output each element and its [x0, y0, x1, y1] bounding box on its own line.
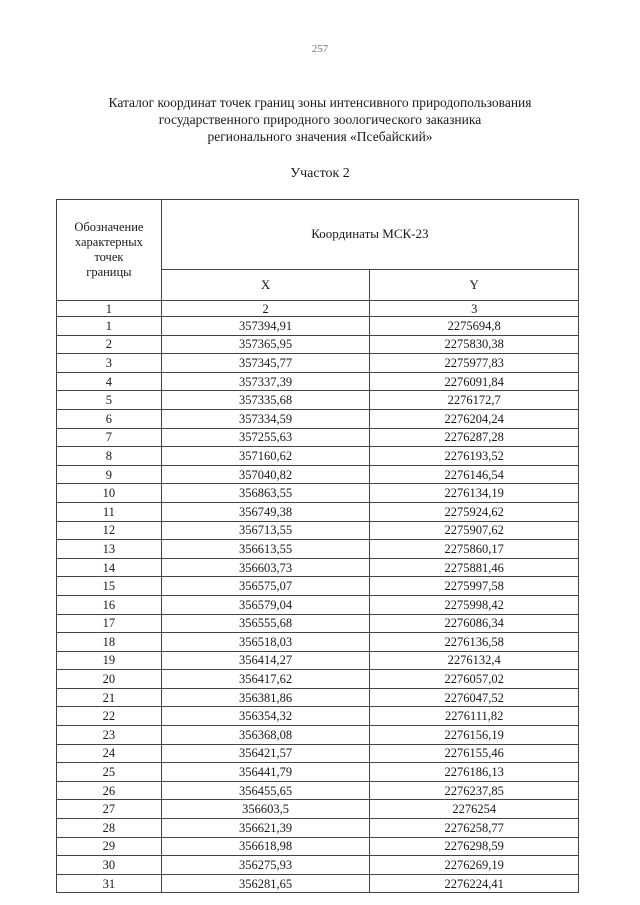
point-number-cell: 14 — [57, 558, 162, 577]
y-coordinate-cell: 2276254 — [370, 800, 579, 819]
point-number-cell: 3 — [57, 354, 162, 373]
title-line: Каталог координат точек границ зоны интенсивного природопользования — [108, 95, 532, 110]
point-number-cell: 9 — [57, 465, 162, 484]
point-number-cell: 16 — [57, 595, 162, 614]
y-coordinate-cell: 2276132,4 — [370, 651, 579, 670]
title-line: регионального значения «Псебайский» — [207, 129, 433, 144]
table-row — [57, 688, 579, 707]
table-row — [57, 558, 579, 577]
table-row — [57, 409, 579, 428]
table-body — [57, 301, 579, 893]
point-number-cell: 31 — [57, 874, 162, 893]
y-coordinate-cell: 2275907,62 — [370, 521, 579, 540]
x-coordinate-cell: 356555,68 — [161, 614, 370, 633]
y-coordinate-cell: 2276224,41 — [370, 874, 579, 893]
x-coordinate-cell: 356441,79 — [161, 763, 370, 782]
point-number-cell: 4 — [57, 372, 162, 391]
header-label-line: границы — [86, 265, 132, 279]
table-row — [57, 428, 579, 447]
y-coordinate-cell: 2276086,34 — [370, 614, 579, 633]
y-coordinate-cell: 2275997,58 — [370, 577, 579, 596]
x-coordinate-cell: 357365,95 — [161, 335, 370, 354]
header-coordinates-group: Координаты МСК-23 — [161, 200, 578, 270]
x-coordinate-cell: 357255,63 — [161, 428, 370, 447]
y-coordinate-cell: 2276298,59 — [370, 837, 579, 856]
table-row — [57, 707, 579, 726]
point-number-cell: 26 — [57, 781, 162, 800]
table-row — [57, 521, 579, 540]
point-number-cell: 28 — [57, 819, 162, 838]
point-number-cell: 19 — [57, 651, 162, 670]
y-coordinate-cell: 2275924,62 — [370, 502, 579, 521]
table-row — [57, 465, 579, 484]
x-coordinate-cell: 357345,77 — [161, 354, 370, 373]
point-number-cell: 20 — [57, 670, 162, 689]
table-row — [57, 726, 579, 745]
table-row — [57, 763, 579, 782]
point-number-cell: 12 — [57, 521, 162, 540]
y-coordinate-cell: 2275860,17 — [370, 540, 579, 559]
table-row — [57, 335, 579, 354]
table-row — [57, 874, 579, 893]
point-number-cell: 8 — [57, 447, 162, 466]
point-number-cell: 13 — [57, 540, 162, 559]
y-coordinate-cell: 2275998,42 — [370, 595, 579, 614]
x-coordinate-cell: 356414,27 — [161, 651, 370, 670]
point-number-cell: 27 — [57, 800, 162, 819]
table-row — [57, 651, 579, 670]
table-row — [57, 744, 579, 763]
y-coordinate-cell: 2276258,77 — [370, 819, 579, 838]
y-coordinate-cell: 2276057,02 — [370, 670, 579, 689]
table-row — [57, 540, 579, 559]
section-subtitle: Участок 2 — [290, 166, 350, 181]
x-coordinate-cell: 356579,04 — [161, 595, 370, 614]
y-coordinate-cell: 2276111,82 — [370, 707, 579, 726]
point-number-cell: 6 — [57, 409, 162, 428]
y-coordinate-cell: 2275694,8 — [370, 317, 579, 336]
x-coordinate-cell: 356518,03 — [161, 633, 370, 652]
x-coordinate-cell: 356368,08 — [161, 726, 370, 745]
header-label-line: Обозначение — [74, 220, 144, 234]
header-label-line: характерных — [74, 235, 143, 249]
point-number-cell: 1 — [57, 317, 162, 336]
x-coordinate-cell: 357160,62 — [161, 447, 370, 466]
title-line: государственного природного зоологического заказника — [158, 112, 482, 127]
x-coordinate-cell: 356613,55 — [161, 540, 370, 559]
y-coordinate-cell: 2276136,58 — [370, 633, 579, 652]
x-coordinate-cell: 356275,93 — [161, 856, 370, 875]
table-row — [57, 447, 579, 466]
y-coordinate-cell: 2276134,19 — [370, 484, 579, 503]
point-number-cell: 30 — [57, 856, 162, 875]
table-row — [57, 670, 579, 689]
x-coordinate-cell: 356354,32 — [161, 707, 370, 726]
point-number-cell: 17 — [57, 614, 162, 633]
index-cell: 3 — [370, 301, 579, 317]
point-number-cell: 11 — [57, 502, 162, 521]
table-row — [57, 502, 579, 521]
x-coordinate-cell: 356749,38 — [161, 502, 370, 521]
x-coordinate-cell: 357394,91 — [161, 317, 370, 336]
table-row — [57, 317, 579, 336]
y-coordinate-cell: 2275881,46 — [370, 558, 579, 577]
x-coordinate-cell: 356421,57 — [161, 744, 370, 763]
table-row — [57, 354, 579, 373]
y-coordinate-cell: 2276091,84 — [370, 372, 579, 391]
table-row — [57, 484, 579, 503]
x-coordinate-cell: 356455,65 — [161, 781, 370, 800]
x-coordinate-cell: 357337,39 — [161, 372, 370, 391]
x-coordinate-cell: 356621,39 — [161, 819, 370, 838]
x-coordinate-cell: 356603,73 — [161, 558, 370, 577]
table-row — [57, 633, 579, 652]
y-coordinate-cell: 2276186,13 — [370, 763, 579, 782]
y-coordinate-cell: 2276237,85 — [370, 781, 579, 800]
x-coordinate-cell: 356381,86 — [161, 688, 370, 707]
y-coordinate-cell: 2275977,83 — [370, 354, 579, 373]
table-row — [57, 837, 579, 856]
header-y: Y — [370, 269, 579, 300]
x-coordinate-cell: 356417,62 — [161, 670, 370, 689]
point-number-cell: 25 — [57, 763, 162, 782]
y-coordinate-cell: 2276047,52 — [370, 688, 579, 707]
point-number-cell: 18 — [57, 633, 162, 652]
y-coordinate-cell: 2276287,28 — [370, 428, 579, 447]
y-coordinate-cell: 2276193,52 — [370, 447, 579, 466]
table-row — [57, 372, 579, 391]
point-number-cell: 15 — [57, 577, 162, 596]
table-row — [57, 614, 579, 633]
table-row — [57, 391, 579, 410]
x-coordinate-cell: 356281,65 — [161, 874, 370, 893]
x-coordinate-cell: 356618,98 — [161, 837, 370, 856]
index-cell: 1 — [57, 301, 162, 317]
y-coordinate-cell: 2276269,19 — [370, 856, 579, 875]
table-row — [57, 577, 579, 596]
x-coordinate-cell: 356603,5 — [161, 800, 370, 819]
column-index-row — [57, 301, 579, 317]
y-coordinate-cell: 2276155,46 — [370, 744, 579, 763]
point-number-cell: 22 — [57, 707, 162, 726]
point-number-cell: 7 — [57, 428, 162, 447]
point-number-cell: 10 — [57, 484, 162, 503]
x-coordinate-cell: 357040,82 — [161, 465, 370, 484]
y-coordinate-cell: 2276172,7 — [370, 391, 579, 410]
coordinates-table — [56, 199, 579, 893]
table-row — [57, 781, 579, 800]
point-number-cell: 5 — [57, 391, 162, 410]
page-number: 257 — [311, 43, 329, 55]
point-number-cell: 29 — [57, 837, 162, 856]
header-x: X — [161, 269, 370, 300]
point-number-cell: 23 — [57, 726, 162, 745]
header-point-label — [57, 200, 162, 301]
point-number-cell: 24 — [57, 744, 162, 763]
table-row — [57, 800, 579, 819]
point-number-cell: 21 — [57, 688, 162, 707]
x-coordinate-cell: 356575,07 — [161, 577, 370, 596]
y-coordinate-cell: 2275830,38 — [370, 335, 579, 354]
x-coordinate-cell: 357335,68 — [161, 391, 370, 410]
table-row — [57, 856, 579, 875]
x-coordinate-cell: 357334,59 — [161, 409, 370, 428]
index-cell: 2 — [161, 301, 370, 317]
header-label-line: точек — [94, 250, 124, 264]
y-coordinate-cell: 2276146,54 — [370, 465, 579, 484]
table-row — [57, 595, 579, 614]
point-number-cell: 2 — [57, 335, 162, 354]
document-title — [40, 94, 600, 145]
x-coordinate-cell: 356713,55 — [161, 521, 370, 540]
y-coordinate-cell: 2276204,24 — [370, 409, 579, 428]
x-coordinate-cell: 356863,55 — [161, 484, 370, 503]
y-coordinate-cell: 2276156,19 — [370, 726, 579, 745]
table-row — [57, 819, 579, 838]
